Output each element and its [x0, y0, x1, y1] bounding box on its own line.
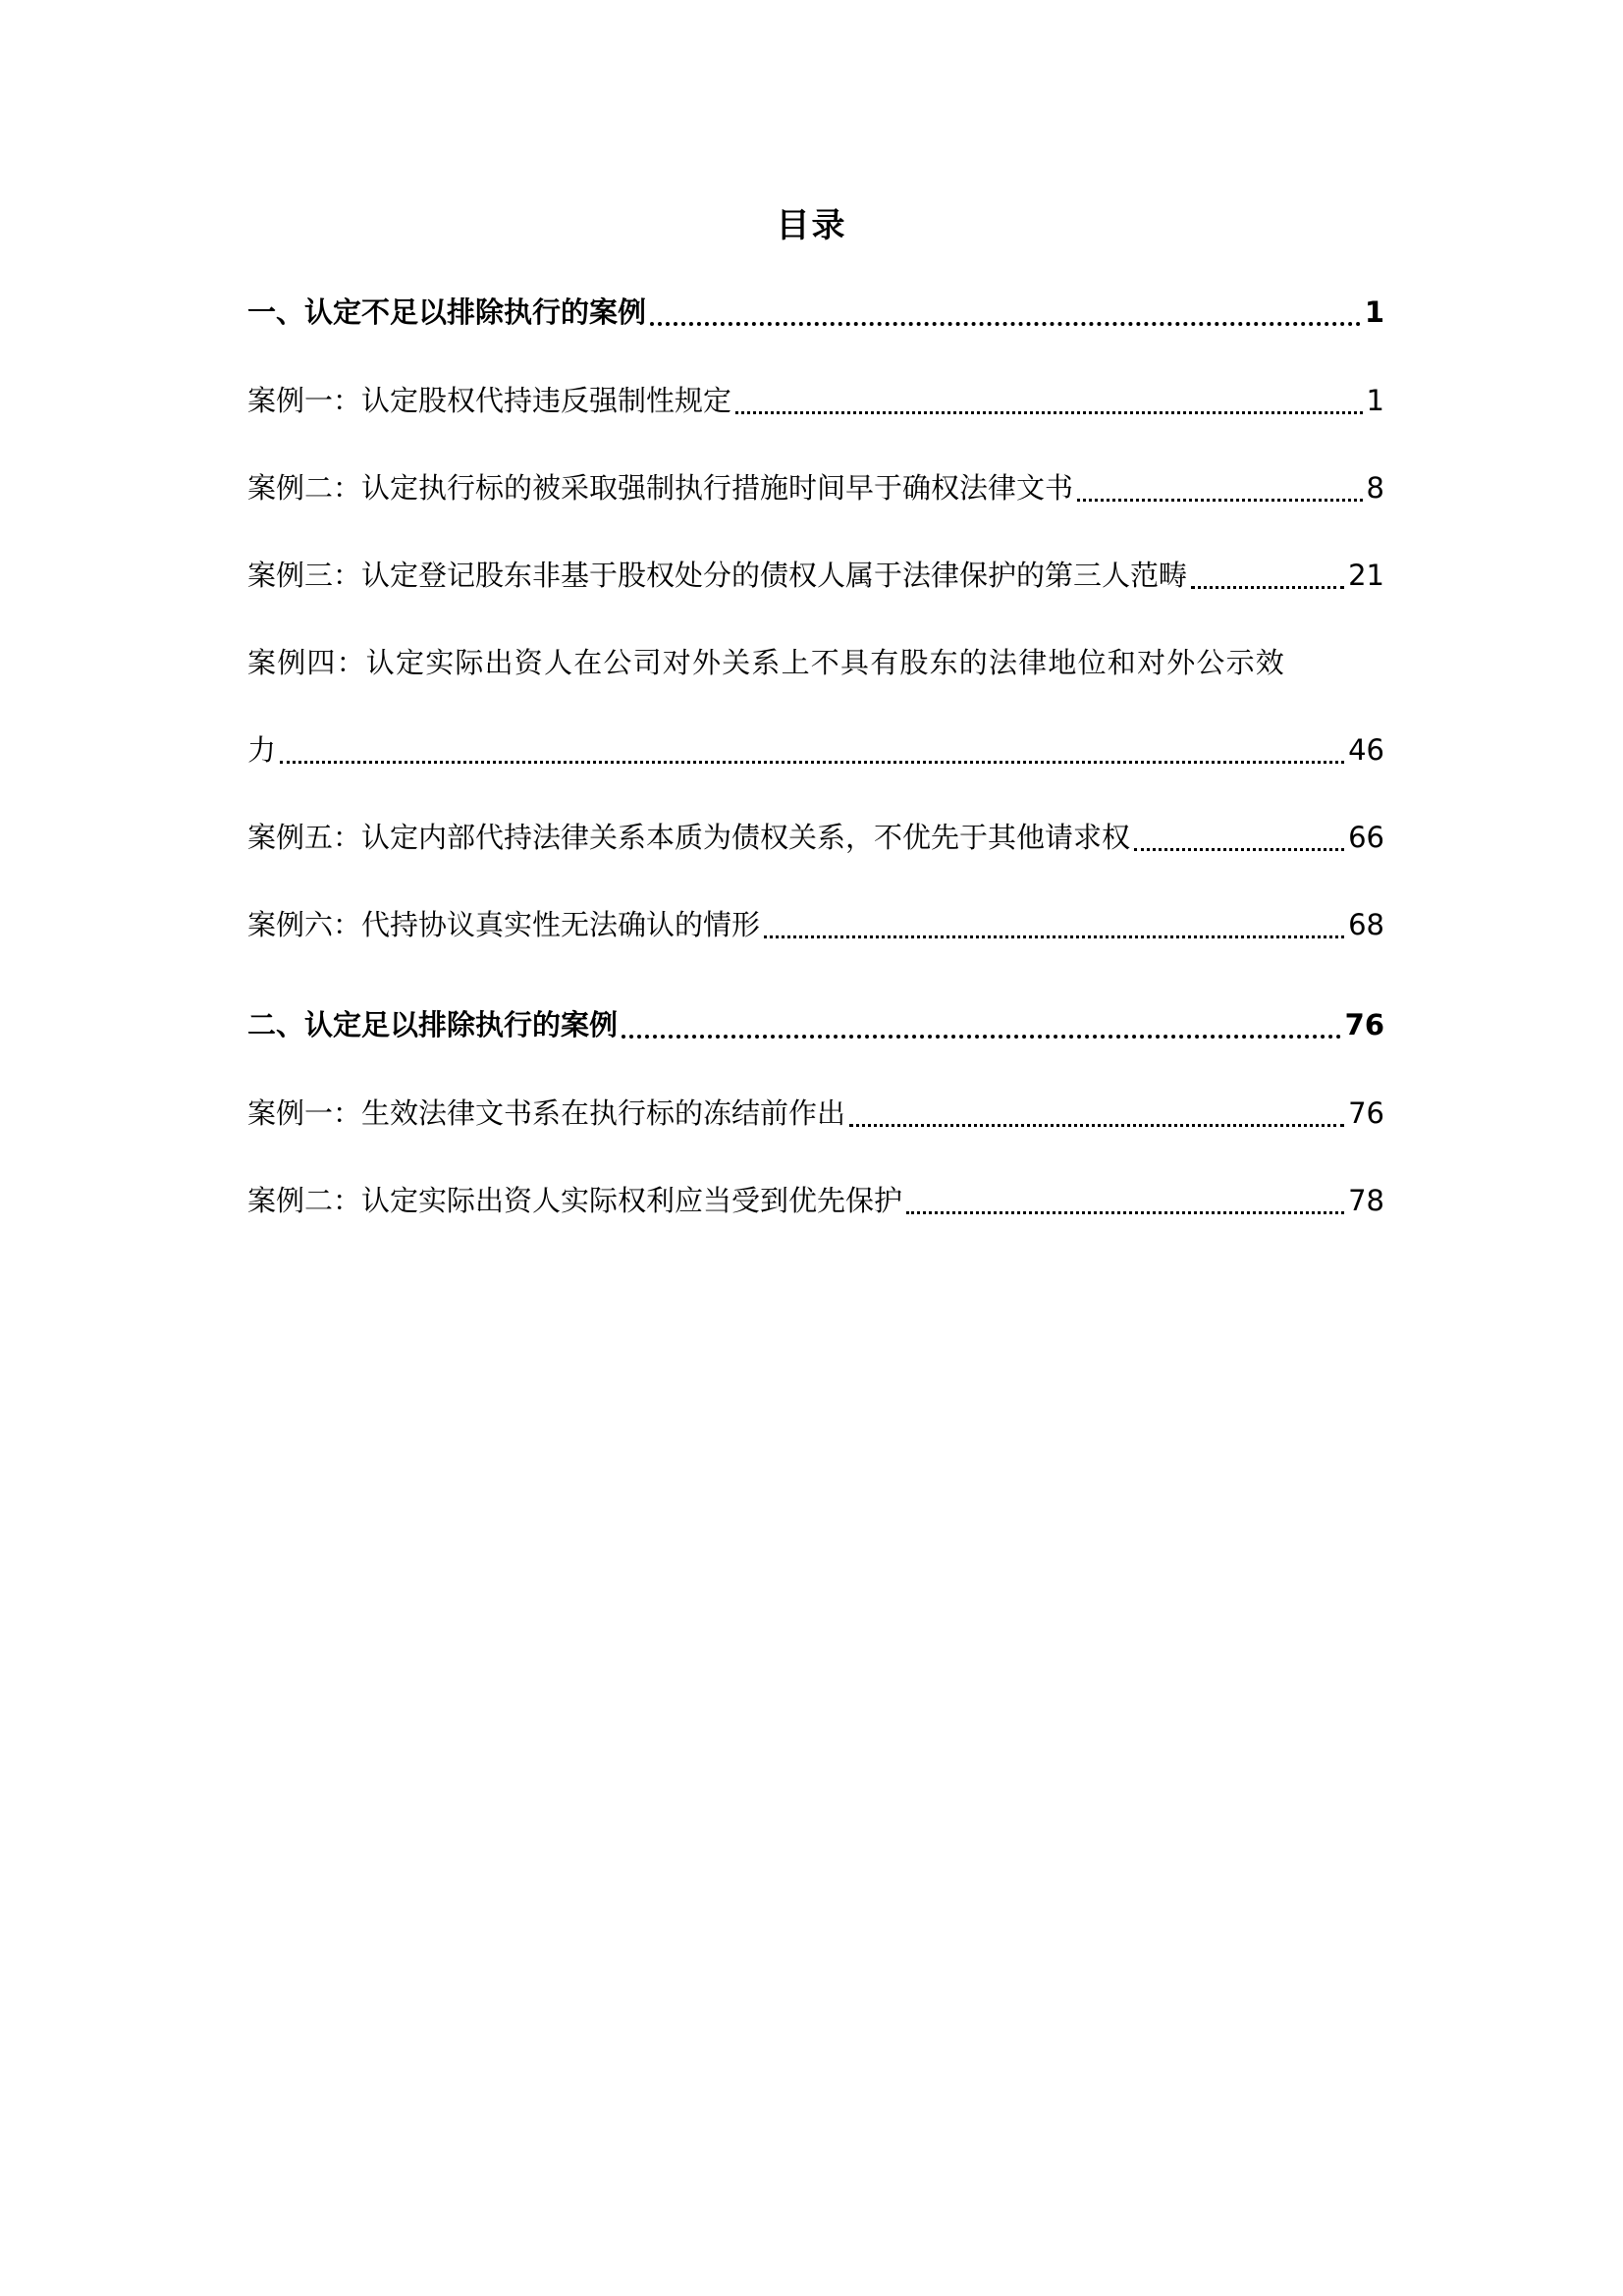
table-of-contents — [247, 0, 1384, 2296]
toc-entry-label: 案例一：生效法律文书系在执行标的冻结前作出 — [247, 1096, 846, 1130]
toc-page-number: 46 — [1348, 733, 1384, 767]
dot-leader — [906, 1211, 1344, 1214]
dot-leader — [280, 761, 1344, 764]
toc-entry-case-1-1[interactable] — [247, 373, 1384, 428]
toc-page-number: 66 — [1348, 821, 1384, 854]
dot-leader — [1077, 499, 1363, 502]
dot-leader — [650, 322, 1361, 326]
toc-entry-label: 案例一：认定股权代持违反强制性规定 — [247, 384, 732, 417]
toc-page-number: 21 — [1348, 559, 1384, 592]
toc-entry-case-1-4-line1[interactable] — [247, 635, 1384, 690]
toc-entry-case-1-6[interactable] — [247, 897, 1384, 952]
toc-entry-case-1-4-line2[interactable] — [247, 722, 1384, 777]
toc-entry-label: 案例二：认定执行标的被采取强制执行措施时间早于确权法律文书 — [247, 471, 1074, 505]
toc-page-number: 76 — [1344, 1008, 1384, 1041]
toc-page-number: 1 — [1366, 384, 1384, 417]
toc-page-number: 1 — [1364, 295, 1384, 329]
toc-entry-label-continued: 力 — [247, 733, 277, 767]
toc-entry-case-1-5[interactable] — [247, 810, 1384, 865]
toc-entry-case-2-1[interactable] — [247, 1086, 1384, 1141]
toc-section-1[interactable] — [247, 285, 1384, 340]
dot-leader — [622, 1035, 1341, 1039]
dot-leader — [849, 1124, 1344, 1127]
toc-entry-case-2-2[interactable] — [247, 1173, 1384, 1228]
toc-entry-label: 一、认定不足以排除执行的案例 — [247, 295, 647, 329]
toc-section-2[interactable] — [247, 997, 1384, 1052]
toc-page-number: 68 — [1348, 908, 1384, 941]
toc-entry-label: 案例六：代持协议真实性无法确认的情形 — [247, 908, 761, 941]
toc-entry-case-1-3[interactable] — [247, 548, 1384, 603]
dot-leader — [764, 935, 1344, 938]
toc-title: 目录 — [776, 206, 847, 245]
toc-entry-label: 案例三：认定登记股东非基于股权处分的债权人属于法律保护的第三人范畴 — [247, 559, 1188, 592]
toc-entry-label: 案例二：认定实际出资人实际权利应当受到优先保护 — [247, 1184, 903, 1217]
toc-page-number: 8 — [1366, 471, 1384, 505]
toc-page-number: 78 — [1348, 1184, 1384, 1217]
toc-entry-label: 案例四：认定实际出资人在公司对外关系上不具有股东的法律地位和对外公示效 — [247, 646, 1286, 679]
toc-entry-label: 案例五：认定内部代持法律关系本质为债权关系，不优先于其他请求权 — [247, 821, 1131, 854]
dot-leader — [1191, 586, 1344, 589]
dot-leader — [735, 411, 1363, 414]
toc-entry-case-1-2[interactable] — [247, 460, 1384, 515]
dot-leader — [1134, 848, 1344, 851]
toc-page-number: 76 — [1348, 1096, 1384, 1130]
toc-entry-label: 二、认定足以排除执行的案例 — [247, 1008, 619, 1041]
